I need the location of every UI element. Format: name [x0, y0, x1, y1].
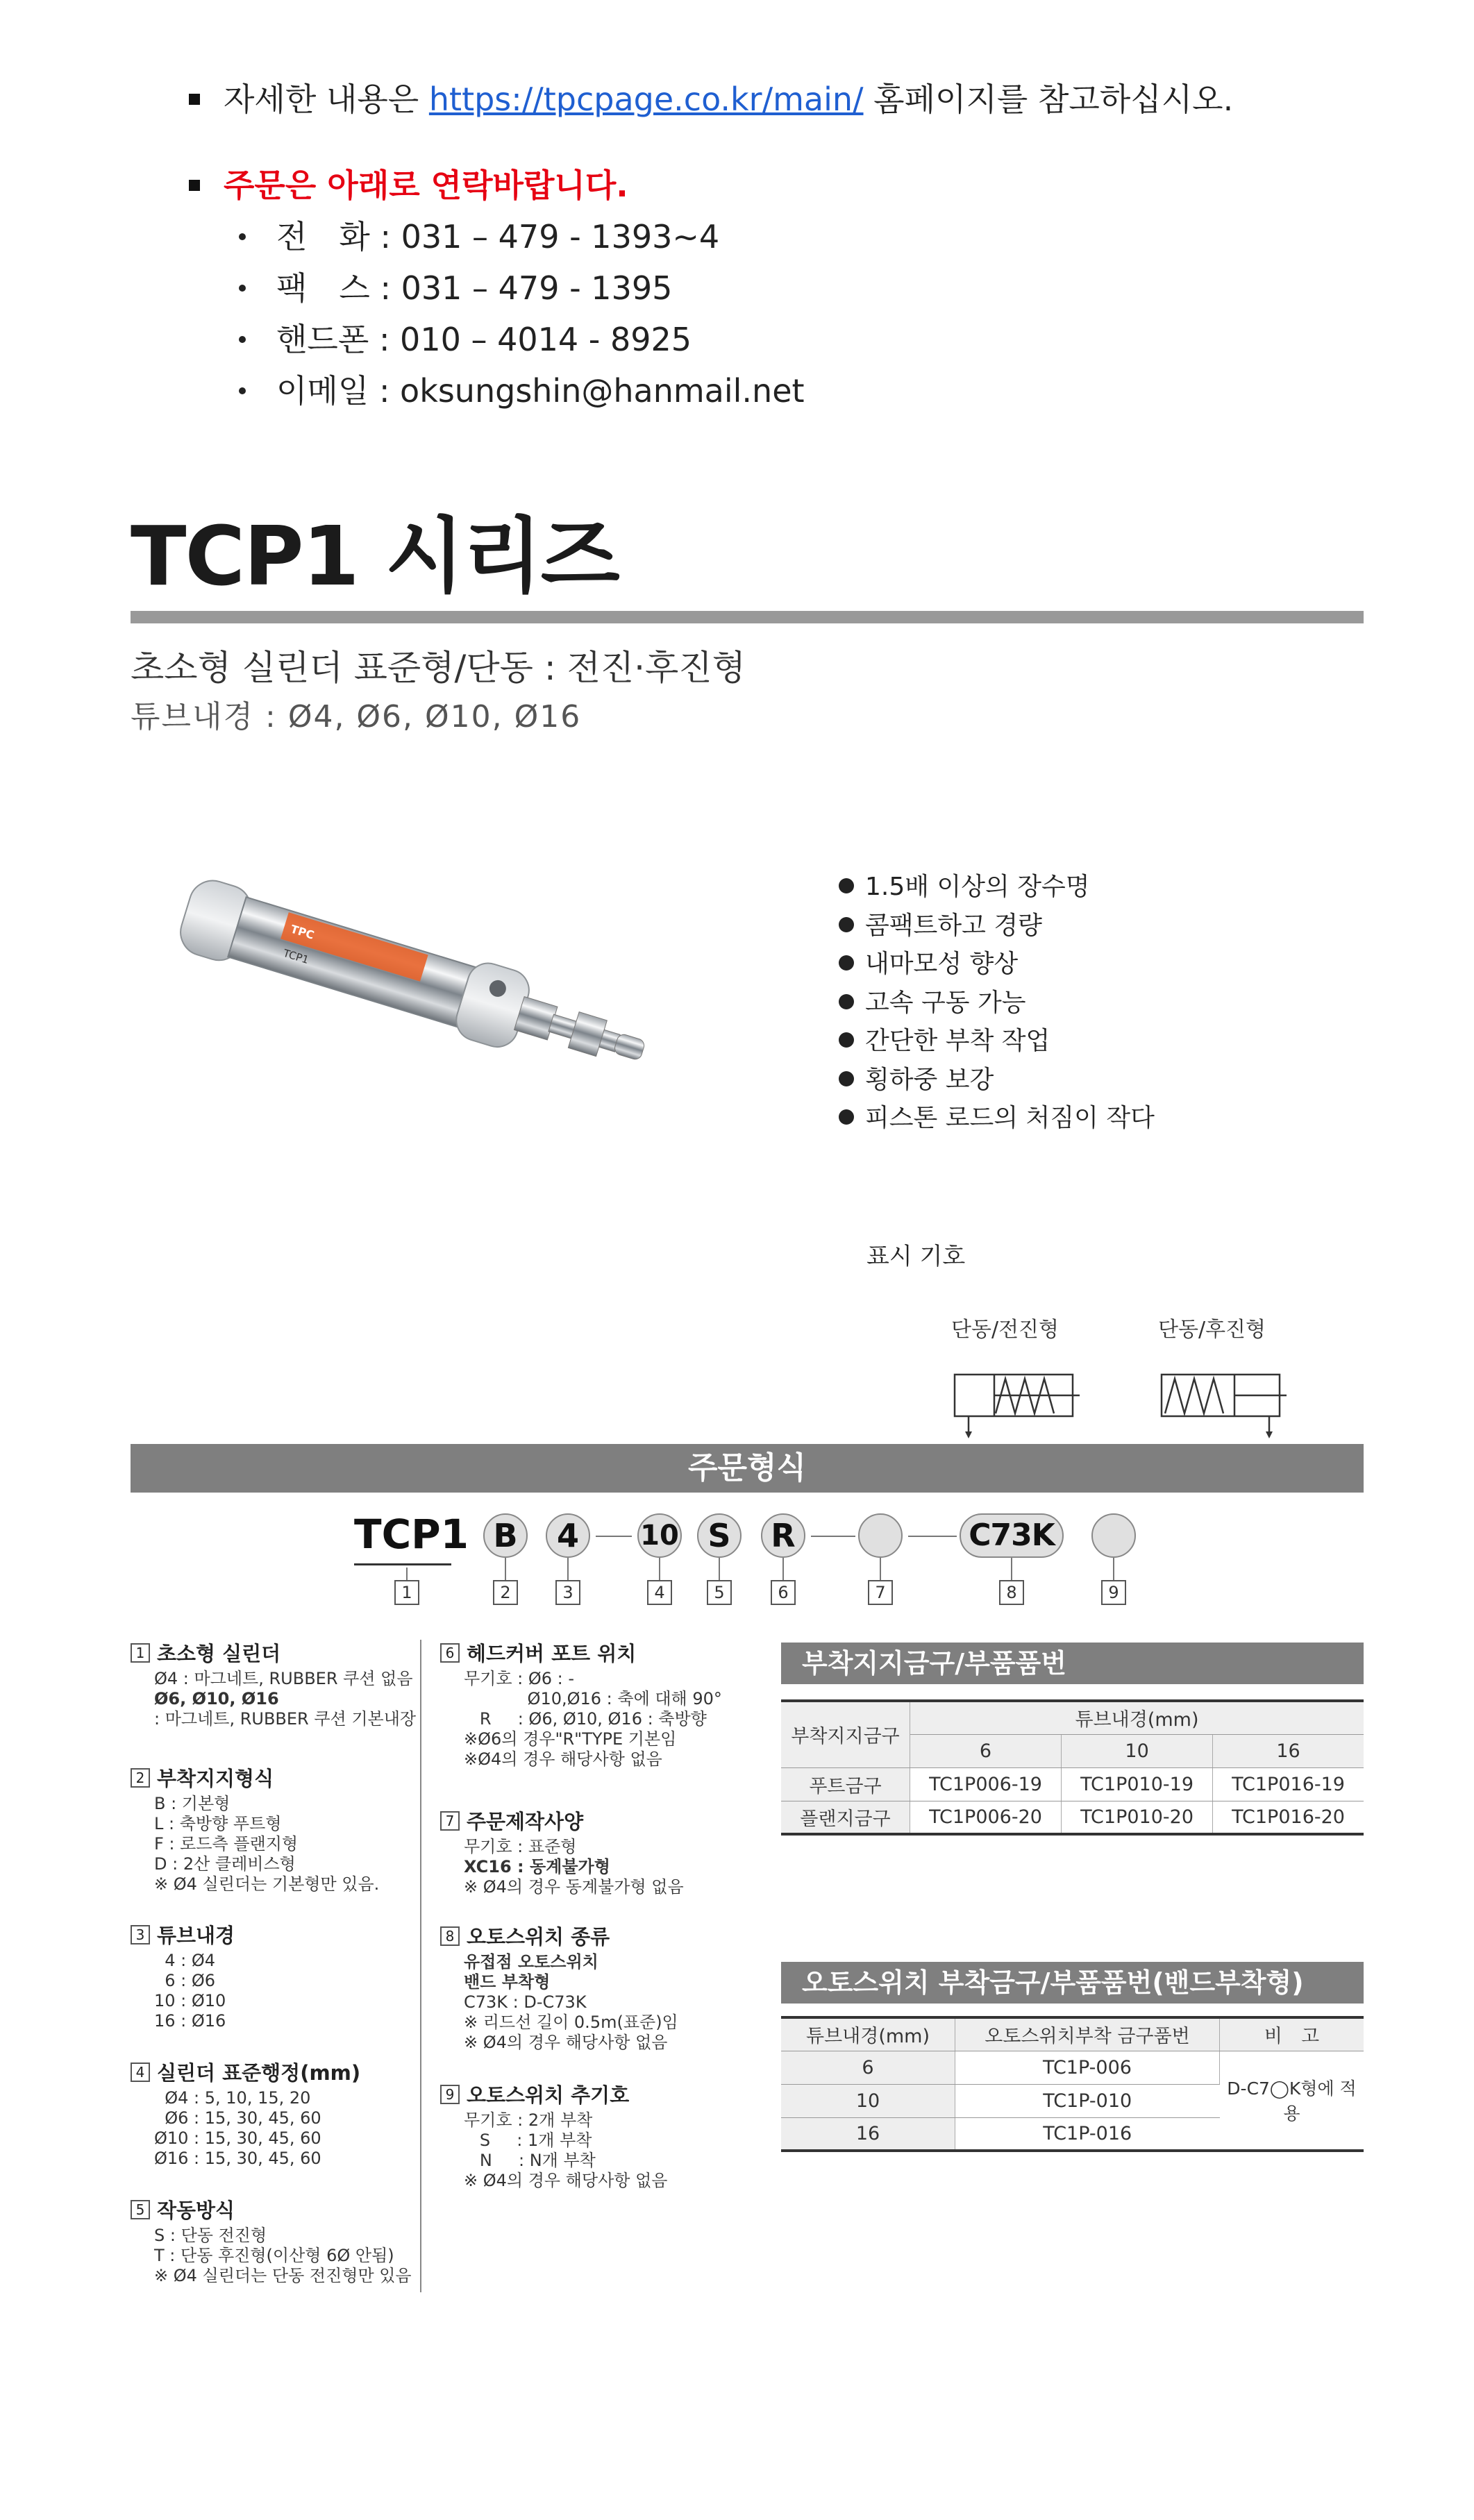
table-row: 16 TC1P-016: [781, 2117, 1364, 2151]
code-number-box: 7: [868, 1580, 893, 1605]
switch-table: [781, 2016, 1364, 2152]
code-slot-6: R: [761, 1513, 805, 1558]
code-number-box: 3: [555, 1580, 580, 1605]
switch-head-size: 튜브내경(mm): [781, 2017, 955, 2051]
size-head: 6: [910, 1734, 1062, 1767]
spec-section-9: 9 오토스위치 추기호 무기호 : 2개 부착 S : 1개 부착 N : N개 부착 ※ Ø4의 경우 해당사항 없음: [440, 2081, 767, 2191]
bullet-icon: [839, 1109, 854, 1125]
spec-section-8: 8 오토스위치 종류 유접점 오토스위치 밴드 부착형 C73K : D-C73K ※ 리드선 길이 0.5m(표준)임 ※ Ø4의 경우 해당사항 없음: [440, 1923, 767, 2053]
contact-item: 전 화 : 031 – 479 - 1393~4: [239, 211, 1439, 262]
mount-group-head: 튜브내경(mm): [910, 1701, 1364, 1734]
table-row: 6 TC1P-006 D-C7◯K형에 적용: [781, 2051, 1364, 2084]
title-divider: [131, 611, 1364, 623]
code-number-box: 6: [771, 1580, 796, 1605]
code-slot-8: C73K: [960, 1513, 1064, 1558]
size-head: 16: [1213, 1734, 1364, 1767]
spec-section-7: 7 주문제작사양 무기호 : 표준형 XC16 : 동계불가형 ※ Ø4의 경우 동계불가형 없음: [440, 1808, 767, 1897]
size-head: 10: [1062, 1734, 1213, 1767]
table-row: 푸트금구 TC1P006-19 TC1P010-19 TC1P016-19: [781, 1767, 1364, 1801]
bullet-icon: [839, 917, 854, 932]
feature-item: 피스톤 로드의 처짐이 작다: [839, 1099, 1155, 1138]
code-slot-3: 4: [546, 1513, 590, 1558]
square-bullet-icon: [189, 94, 200, 105]
connector: [719, 1558, 720, 1580]
connector: [1011, 1558, 1012, 1580]
contact-item: 핸드폰 : 010 – 4014 - 8925: [239, 314, 1439, 365]
table-row: 10 TC1P-010: [781, 2084, 1364, 2117]
dot-bullet-icon: [239, 285, 246, 292]
code-slot-7: [858, 1513, 903, 1558]
info-line-1: 자세한 내용은 https://tpcpage.co.kr/main/ 홈페이지를 참고하십시오.: [189, 74, 1439, 125]
symbol-label-backward: 단동/후진형: [1158, 1318, 1266, 1342]
dot-bullet-icon: [239, 233, 246, 240]
square-bullet-icon: [189, 180, 200, 191]
mount-table: [781, 1699, 1364, 1836]
connector: [659, 1558, 660, 1580]
symbol-single-backward-icon: [1158, 1365, 1290, 1441]
code-number-box: 8: [999, 1580, 1024, 1605]
symbol-label-forward: 단동/전진형: [951, 1318, 1060, 1342]
code-number-box: 2: [493, 1580, 518, 1605]
code-slot-5: S: [697, 1513, 742, 1558]
connector: [782, 1558, 784, 1580]
feature-item: 간단한 부착 작업: [839, 1022, 1155, 1061]
order-form-heading: 주문형식: [687, 1450, 806, 1486]
cylinder-tube: [228, 897, 485, 1030]
symbol-single-forward-icon: [951, 1365, 1083, 1441]
page-title: TCP1 시리즈: [131, 508, 619, 604]
bullet-icon: [839, 1032, 854, 1048]
code-number-box: 9: [1101, 1580, 1126, 1605]
homepage-link[interactable]: https://tpcpage.co.kr/main/: [428, 81, 864, 118]
feature-item: 콤팩트하고 경량: [839, 907, 1155, 946]
model-text: TCP1: [281, 946, 310, 967]
contact-item[interactable]: 이메일 : oksungshin@hanmail.net: [239, 365, 1439, 417]
feature-item: 1.5배 이상의 장수명: [839, 868, 1155, 907]
spec-section-4: 4 실린더 표준행정(mm) Ø4 : 5, 10, 15, 20 Ø6 : 15, 30, 45, 60 Ø10 : 15, 30, 45, 60 Ø16 : 15, 30, 45, 60: [131, 2059, 422, 2169]
connector: [406, 1568, 408, 1580]
spec-section-1: 1 초소형 실린더 Ø4 : 마그네트, RUBBER 쿠션 없음 Ø6, Ø10, Ø16 : 마그네트, RUBBER 쿠션 기본내장: [131, 1640, 422, 1729]
spec-section-3: 3 튜브내경 4 : Ø4 6 : Ø6 10 : Ø10 16 : Ø16: [131, 1922, 422, 2031]
feature-item: 내마모성 향상: [839, 945, 1155, 984]
switch-note: D-C7◯K형에 적용: [1220, 2051, 1364, 2151]
table-row: 플랜지금구 TC1P006-20 TC1P010-20 TC1P016-20: [781, 1801, 1364, 1834]
switch-head-note: 비 고: [1220, 2017, 1364, 2051]
code-number-box: 5: [707, 1580, 732, 1605]
code-number-box: 4: [647, 1580, 672, 1605]
bullet-icon: [839, 1071, 854, 1086]
bullet-icon: [839, 955, 854, 971]
connector: [880, 1558, 881, 1580]
code-dash: [811, 1536, 855, 1537]
spec-section-2: 2 부착지지형식 B : 기본형 L : 축방향 푸트형 F : 로드측 플랜지형 D : 2산 클레비스형 ※ Ø4 실린더는 기본형만 있음.: [131, 1765, 422, 1895]
switch-table-title: 오토스위치 부착금구/부품품번(밴드부착형): [781, 1962, 1364, 2004]
code-dash: [596, 1536, 632, 1537]
code-slot-2: B: [483, 1513, 528, 1558]
rod-nut: [568, 1012, 607, 1057]
spec-section-5: 5 작동방식 S : 단동 전진형 T : 단동 후진형(이산형 6Ø 안됨) ※ Ø4 실린더는 단동 전진형만 있음: [131, 2196, 422, 2286]
brand-text: TPC: [289, 922, 316, 942]
feature-item: 횡하중 보강: [839, 1061, 1155, 1100]
order-contact-heading: 주문은 아래로 연락바랍니다.: [189, 160, 1439, 211]
contact-list: [189, 211, 1439, 417]
feature-list: [839, 868, 1155, 1138]
dot-bullet-icon: [239, 336, 246, 343]
symbols-heading: 표시 기호: [866, 1243, 966, 1270]
code-slot-9: [1091, 1513, 1136, 1558]
connector: [567, 1558, 569, 1580]
code-dash: [908, 1536, 957, 1537]
code-slot-4: 10: [637, 1513, 682, 1558]
switch-head-part: 오토스위치부착 금구품번: [955, 2017, 1220, 2051]
spec-section-6: 6 헤드커버 포트 위치 무기호 : Ø6 : - Ø10,Ø16 : 축에 대해 90° R : Ø6, Ø10, Ø16 : 축방향 ※Ø6의 경우"R"TYPE 기본임 ※Ø4의 경우 해당사항 없음: [440, 1640, 767, 1770]
subtitle: 초소형 실린더 표준형/단동 : 전진·후진형: [131, 648, 746, 688]
tube-diameter-line: 튜브내경 : Ø4, Ø6, Ø10, Ø16: [131, 699, 582, 734]
bullet-icon: [839, 878, 854, 893]
connector: [1113, 1558, 1114, 1580]
dot-bullet-icon: [239, 387, 246, 394]
column-divider: [420, 1640, 421, 2292]
connector: [505, 1558, 506, 1580]
info-block: [189, 74, 1439, 417]
contact-item: 팩 스 : 031 – 479 - 1395: [239, 262, 1439, 314]
prefix-underline: [354, 1563, 451, 1565]
mount-table-title: 부착지지금구/부품품번: [781, 1643, 1364, 1684]
order-form-band: [131, 1444, 1364, 1493]
bullet-icon: [839, 994, 854, 1009]
order-code-prefix: TCP1: [354, 1511, 469, 1558]
product-image: [153, 861, 680, 1125]
mount-col-head: 부착지지금구: [781, 1701, 910, 1767]
code-number-box: 1: [394, 1580, 419, 1605]
feature-item: 고속 구동 가능: [839, 984, 1155, 1023]
